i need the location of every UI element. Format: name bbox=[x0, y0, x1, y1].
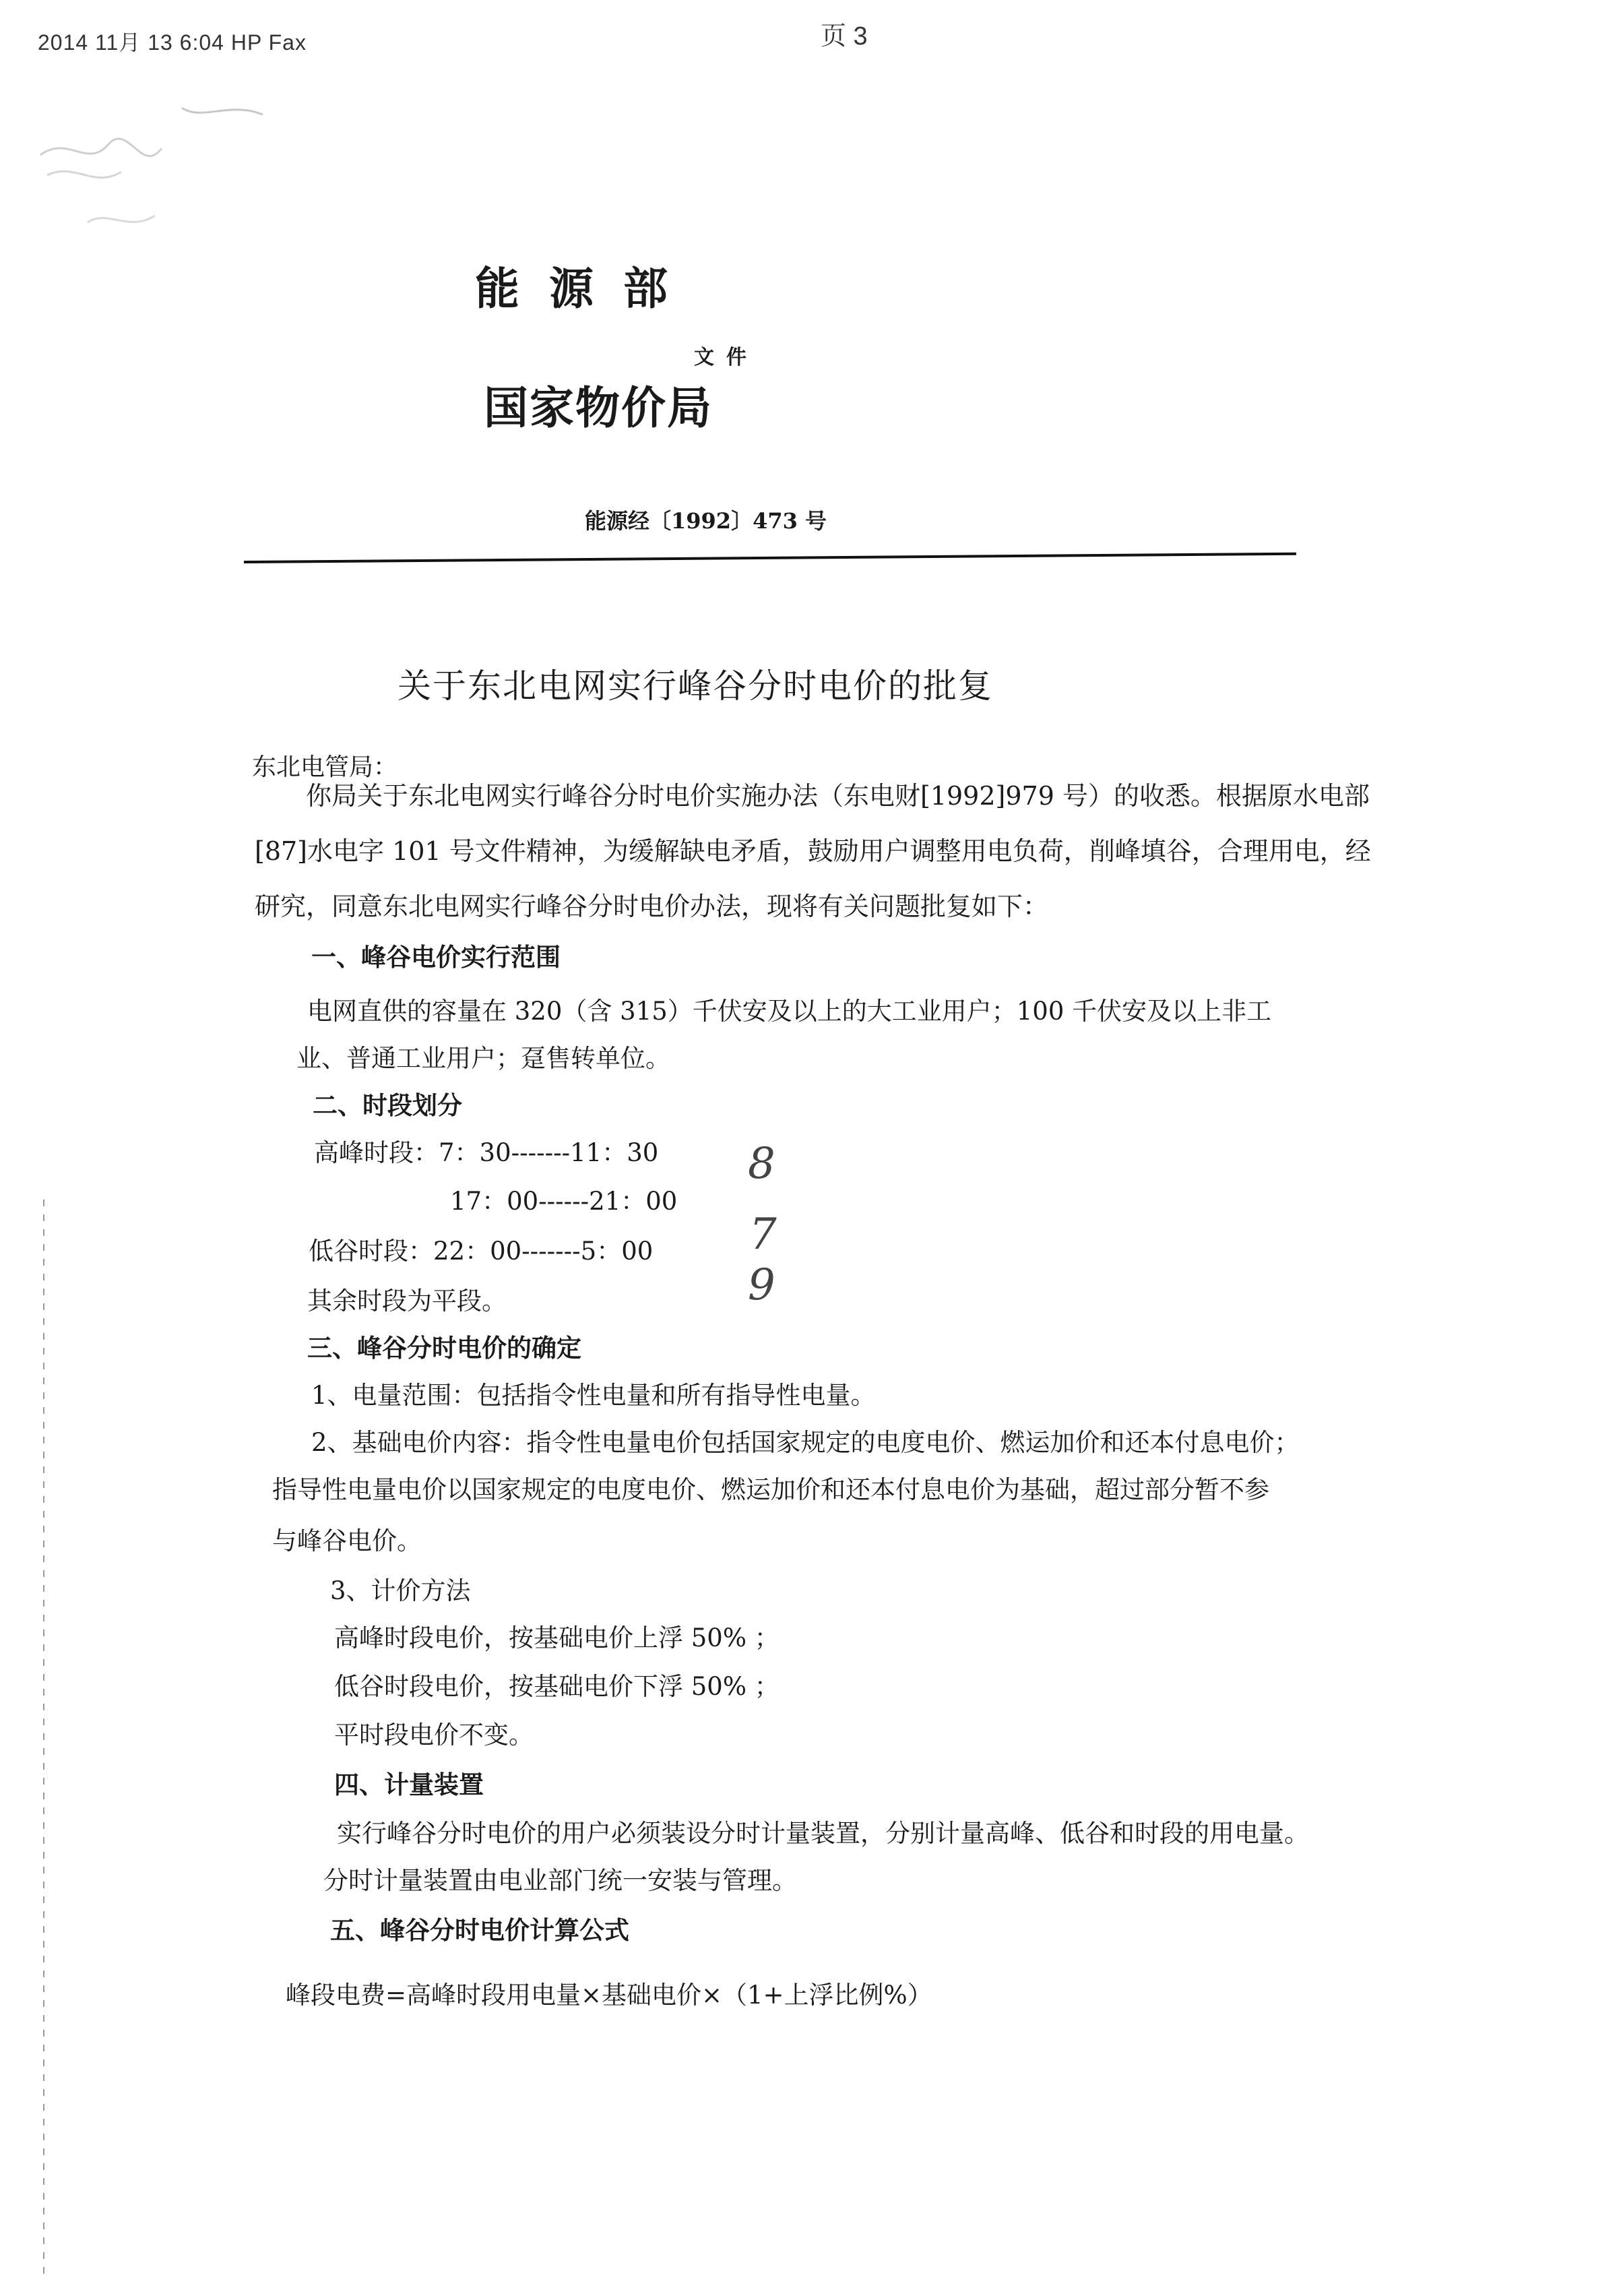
header-divider-line bbox=[244, 553, 1296, 563]
section-3-item-2-line3: 与峰谷电价。 bbox=[272, 1526, 422, 1555]
peak-period: 高峰时段：7：30-------11：30 bbox=[314, 1138, 659, 1167]
intro-paragraph: 你局关于东北电网实行峰谷分时电价实施办法（东电财[1992]979 号）的收悉。根据原水电部[87]水电字 101 号文件精神，为缓解缺电矛盾，鼓励用户调整用电负荷，削峰填谷，合理用电，经研究，同意东北电网实行峰谷分时电价办法，现将有关问题批复如下： bbox=[255, 781, 1371, 921]
section-2-heading: 二、时段划分 bbox=[313, 1090, 462, 1120]
section-3-item-1: 1、电量范围：包括指令性电量和所有指导性电量。 bbox=[311, 1381, 876, 1410]
fax-header: 2014 11月 13 6:04 HP Fax bbox=[38, 30, 307, 55]
peak-fee-formula: 峰段电费=高峰时段用电量×基础电价×（1+上浮比例%） bbox=[286, 1981, 932, 2010]
document-number: 能源经〔1992〕473 号 bbox=[585, 508, 827, 534]
section-1-text-line2: 业、普通工业用户；趸售转单位。 bbox=[296, 1044, 670, 1073]
flat-period-note: 其余时段为平段。 bbox=[307, 1286, 507, 1315]
valley-period: 低谷时段：22：00-------5：00 bbox=[309, 1237, 654, 1266]
faint-handwritten-scribble bbox=[27, 81, 296, 256]
peak-price-rule: 高峰时段电价，按基础电价上浮 50% ； bbox=[334, 1623, 779, 1652]
page-number: 页 3 bbox=[821, 22, 868, 51]
document-type-label: 文件 bbox=[694, 346, 759, 369]
handwritten-note-7: 7 bbox=[749, 1210, 777, 1260]
section-3-item-3: 3、计价方法 bbox=[330, 1576, 471, 1605]
section-1-heading: 一、峰谷电价实行范围 bbox=[311, 942, 561, 972]
section-3-item-2-line1: 2、基础电价内容：指令性电量电价包括国家规定的电度电价、燃运加价和还本付息电价； bbox=[311, 1428, 1300, 1457]
document-title: 关于东北电网实行峰谷分时电价的批复 bbox=[397, 666, 993, 706]
issuer-ministry-of-energy: 能源部 bbox=[475, 262, 697, 315]
fax-edge-artifact bbox=[43, 1200, 44, 2278]
flat-price-rule: 平时段电价不变。 bbox=[334, 1720, 534, 1749]
section-4-text-line2: 分时计量装置由电业部门统一安装与管理。 bbox=[323, 1866, 797, 1895]
section-4-text-line1: 实行峰谷分时电价的用户必须装设分时计量装置，分别计量高峰、低谷和时段的用电量。 bbox=[337, 1819, 1309, 1848]
issuer-state-price-bureau: 国家物价局 bbox=[484, 381, 713, 434]
peak-period-second: 17：00------21：00 bbox=[450, 1187, 678, 1216]
valley-price-rule: 低谷时段电价，按基础电价下浮 50% ； bbox=[334, 1672, 779, 1701]
section-3-item-2-line2: 指导性电量电价以国家规定的电度电价、燃运加价和还本付息电价为基础，超过部分暂不参 bbox=[272, 1475, 1269, 1504]
section-1-text-line1: 电网直供的容量在 320（含 315）千伏安及以上的大工业用户；100 千伏安及以上非工 bbox=[307, 997, 1272, 1026]
section-3-heading: 三、峰谷分时电价的确定 bbox=[307, 1333, 581, 1363]
handwritten-note-8: 8 bbox=[748, 1139, 775, 1189]
section-5-heading: 五、峰谷分时电价计算公式 bbox=[330, 1915, 629, 1945]
section-4-heading: 四、计量装置 bbox=[334, 1770, 484, 1799]
addressee: 东北电管局： bbox=[252, 753, 398, 781]
handwritten-note-9: 9 bbox=[748, 1260, 775, 1310]
